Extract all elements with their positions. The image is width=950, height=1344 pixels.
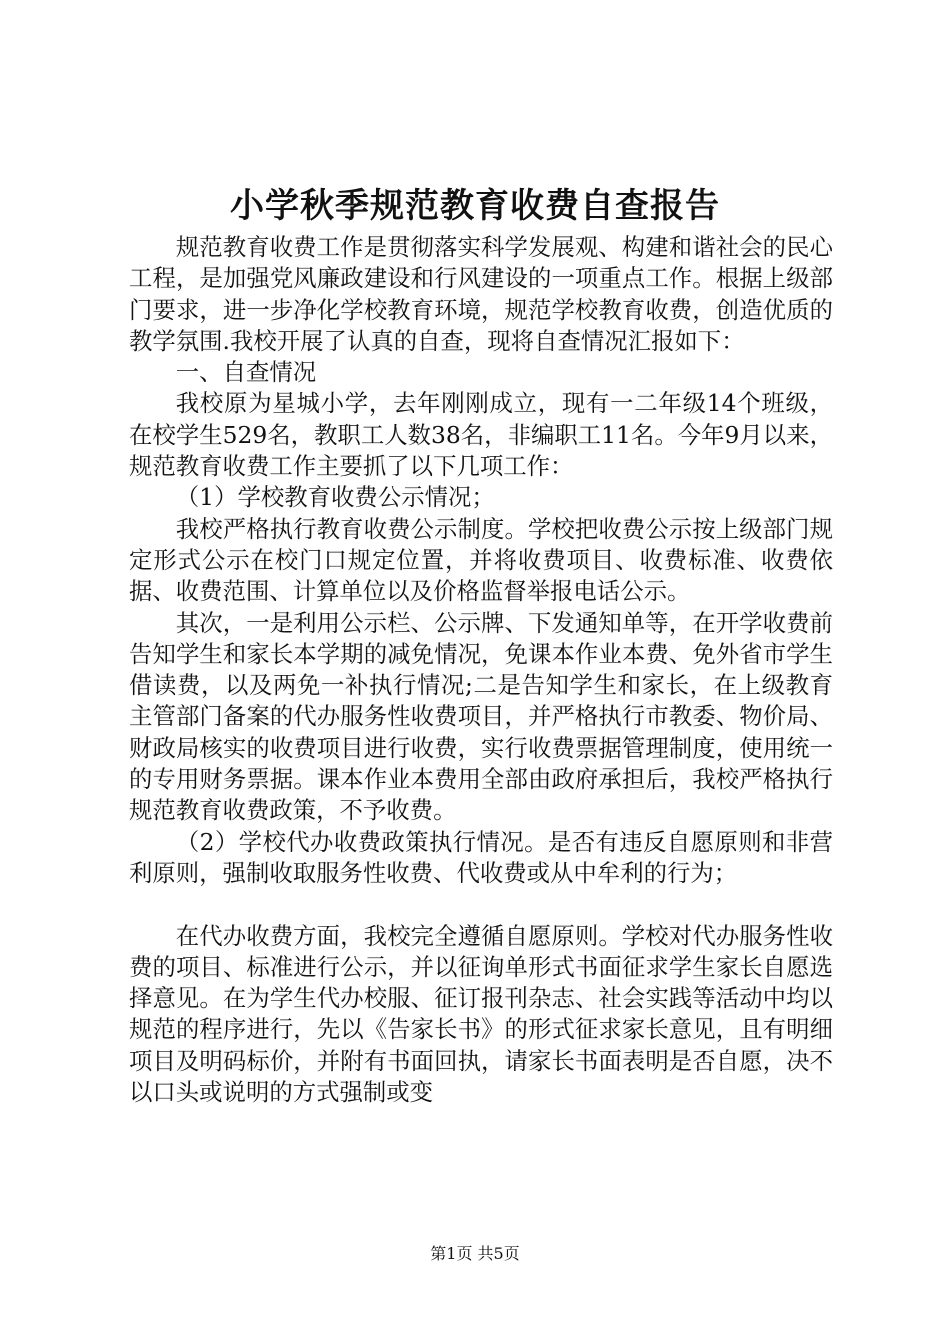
paragraph-secondly: 其次，一是利用公示栏、公示牌、下发通知单等，在开学收费前告知学生和家长本学期的减免情况，免课本作业本费、免外省市学生借读费，以及两免一补执行情况;二是告知学生和家长，在上级教育主管部门备案的代办服务性收费项目，并严格执行市教委、物价局、财政局核实的收费项目进行收费，实行收费票据管理制度，使用统一的专用财务票据。课本作业本费用全部由政府承担后，我校严格执行规范教育收费政策，不予收费。 bbox=[129, 608, 833, 825]
document-body bbox=[129, 232, 833, 1108]
paragraph-disclosure-system: 我校严格执行教育收费公示制度。学校把收费公示按上级部门规定形式公示在校门口规定位置，并将收费项目、收费标准、收费依据、收费范围、计算单位以及价格监督举报电话公示。 bbox=[129, 514, 833, 606]
paragraph-intro: 规范教育收费工作是贯彻落实科学发展观、构建和谐社会的民心工程，是加强党风廉政建设和行风建设的一项重点工作。根据上级部门要求，进一步净化学校教育环境，规范学校教育收费，创造优质的教学氛围.我校开展了认真的自查，现将自查情况汇报如下： bbox=[129, 233, 833, 355]
paragraph-agency-fees: 在代办收费方面，我校完全遵循自愿原则。学校对代办服务性收费的项目、标准进行公示，并以征询单形式书面征求学生家长自愿选择意见。在为学生代办校服、征订报刊杂志、社会实践等活动中均以规范的程序进行，先以《告家长书》的形式征求家长意见，且有明细项目及明码标价，并附有书面回执，请家长书面表明是否自愿，决不以口头或说明的方式强制或变 bbox=[129, 921, 833, 1107]
page-footer: 第1页 共5页 bbox=[430, 1244, 520, 1263]
subheading-fee-disclosure: （1）学校教育收费公示情况； bbox=[175, 483, 495, 512]
paragraph-school-overview: 我校原为星城小学，去年刚刚成立，现有一二年级14个班级，在校学生529名，教职工人数38名，非编职工11名。今年9月以来，规范教育收费工作主要抓了以下几项工作： bbox=[129, 389, 833, 481]
subheading-agency-fees: （2）学校代办收费政策执行情况。是否有违反自愿原则和非营利原则，强制收取服务性收费、代收费或从中牟利的行为； bbox=[129, 827, 833, 887]
section-heading-self-check: 一、自查情况 bbox=[175, 358, 317, 387]
document-title: 小学秋季规范教育收费自查报告 bbox=[230, 186, 720, 226]
